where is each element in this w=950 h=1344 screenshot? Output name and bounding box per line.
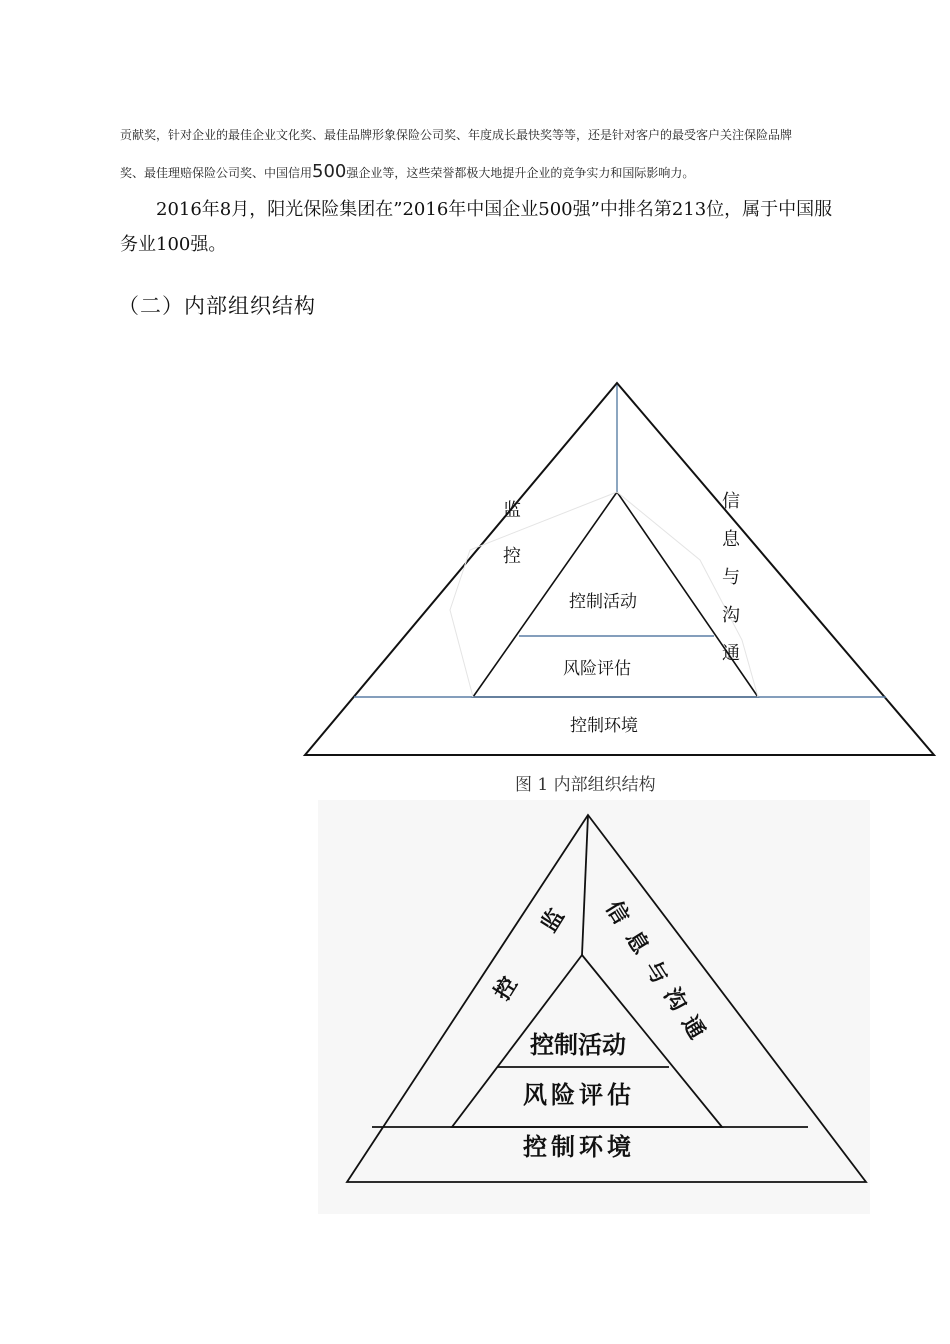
figure1-caption: 图 1 内部组织结构 (515, 775, 656, 795)
figure1-info-char1: 信 (722, 491, 740, 512)
figure1-info-char4: 沟 (722, 605, 740, 626)
figure1-monitor-char1: 监 (503, 500, 521, 521)
figure2-control-environment: 控制环境 (523, 1133, 635, 1161)
figure2-info-char5: 通 (676, 1011, 710, 1044)
figure1-control-activities: 控制活动 (569, 592, 637, 612)
figure2-monitor-char1: 监 (536, 904, 570, 937)
figure1-info-char2: 息 (722, 529, 740, 550)
section-title: （二）内部组织结构 (118, 294, 316, 318)
figure1-info-char5: 通 (722, 643, 740, 664)
text-500-number: 500 (312, 161, 347, 182)
figure2-monitor-char2: 控 (489, 972, 523, 1005)
text-awards-line1: 贡献奖，针对企业的最佳企业文化奖、最佳品牌形象保险公司奖、年度成长最快奖等等，还是针对客户的最受客户关注保险品牌 (120, 128, 793, 142)
figure2-info-char3: 与 (639, 956, 673, 989)
text-awards-line2a: 奖、最佳理赔保险公司奖、中国信用 (120, 166, 313, 180)
figure2-control-activities: 控制活动 (530, 1031, 626, 1059)
figure2-lines (347, 815, 866, 1182)
text-awards-line2b: 强企业等，这些荣誉都极大地提升企业的竞争实力和国际影响力。 (346, 166, 695, 180)
figure1-monitor-char2: 控 (503, 546, 521, 567)
figure2-info-char2: 息 (620, 926, 654, 959)
figure2-top-divider (582, 815, 588, 955)
figure2-risk-assessment: 风险评估 (523, 1081, 635, 1109)
figure1-risk-assessment: 风险评估 (563, 659, 631, 679)
figure2-info-char4: 沟 (658, 983, 692, 1016)
figure1-control-environment: 控制环境 (570, 716, 638, 736)
paragraph-ranking: 2016年8月，阳光保险集团在”2016年中国企业500强”中排名第213位，属于中国服务业100强。 (120, 199, 833, 255)
figure1-info-char3: 与 (722, 567, 740, 588)
figure2-info-char1: 信 (600, 896, 634, 929)
